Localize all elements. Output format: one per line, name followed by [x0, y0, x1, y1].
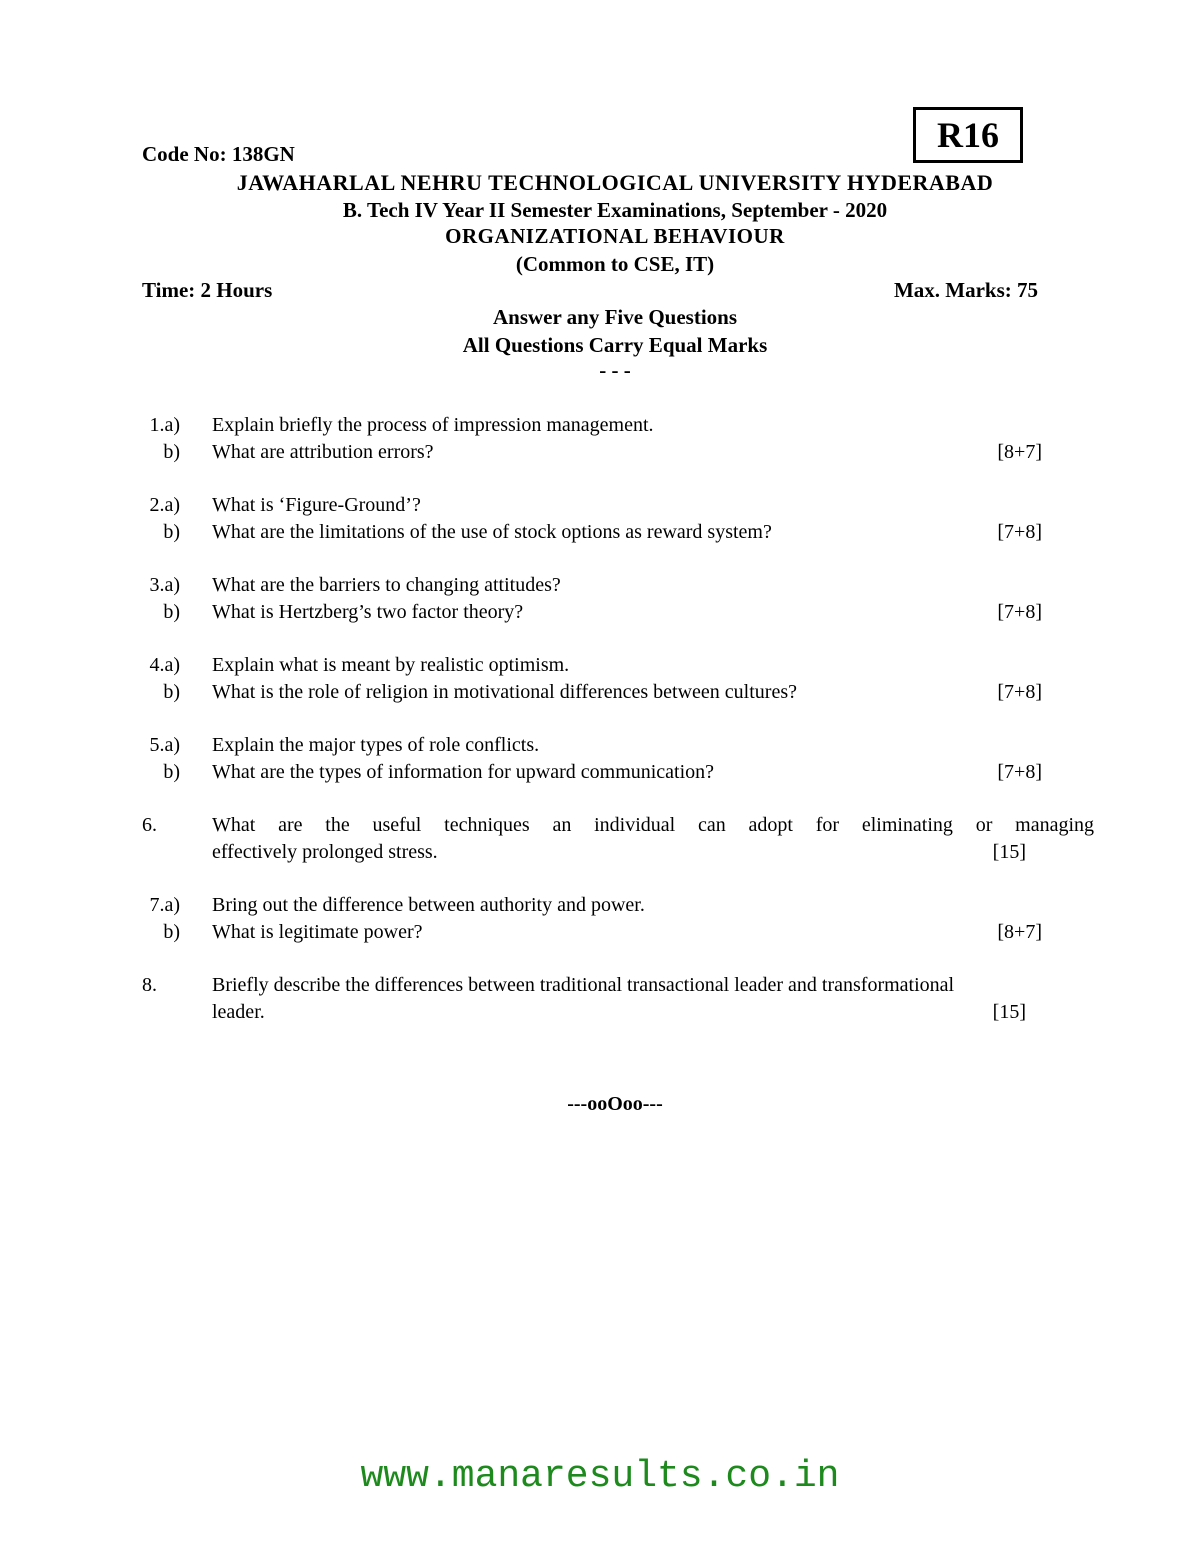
question-text: What are the barriers to changing attitudes? — [212, 574, 561, 596]
question-1 — [142, 412, 1094, 466]
question-text: What is the role of religion in motivational differences between cultures? — [212, 681, 797, 703]
question-marks: [8+7] — [997, 441, 1042, 463]
question-number: 1.a) — [149, 414, 180, 436]
question-number: b) — [163, 601, 180, 623]
question-marks: [8+7] — [997, 921, 1042, 943]
question-text: Bring out the difference between authority and power. — [212, 894, 645, 916]
question-number: 7.a) — [149, 894, 180, 916]
question-text: Explain briefly the process of impression management. — [212, 414, 654, 436]
question-marks: [15] — [992, 1001, 1026, 1023]
question-text: What are the types of information for upward communication? — [212, 761, 715, 783]
question-text: Briefly describe the differences between traditional transactional leader and transformational — [212, 974, 955, 996]
instruction-equal-marks: All Questions Carry Equal Marks — [462, 333, 768, 357]
end-of-paper-mark: ---ooOoo--- — [567, 1093, 663, 1115]
question-number: 3.a) — [149, 574, 180, 596]
question-number: b) — [163, 441, 180, 463]
question-number: b) — [163, 521, 180, 543]
exam-title: B. Tech IV Year II Semester Examinations, September - 2020 — [342, 198, 888, 222]
question-6 — [142, 812, 1094, 866]
question-marks: [7+8] — [997, 601, 1042, 623]
question-marks: [7+8] — [997, 521, 1042, 543]
exam-duration: Time: 2 Hours — [142, 278, 273, 302]
university-name: JAWAHARLAL NEHRU TECHNOLOGICAL UNIVERSITY HYDERABAD — [236, 170, 994, 195]
question-marks: [15] — [992, 841, 1026, 863]
question-2 — [142, 492, 1094, 546]
question-text-continued: effectively prolonged stress. — [212, 841, 438, 863]
question-number: 2.a) — [149, 494, 180, 516]
question-3 — [142, 572, 1094, 626]
regulation-badge: R16 — [913, 107, 1023, 163]
question-text: What is ‘Figure-Ground’? — [212, 494, 421, 516]
question-number: 8. — [142, 974, 157, 996]
code-number: Code No: 138GN — [142, 142, 295, 166]
question-number: 5.a) — [149, 734, 180, 756]
instruction-answer-five: Answer any Five Questions — [492, 305, 738, 329]
question-number: b) — [163, 921, 180, 943]
question-text: What are the limitations of the use of stock options as reward system? — [212, 521, 772, 543]
question-8 — [142, 972, 1094, 1026]
question-marks: [7+8] — [997, 681, 1042, 703]
subject-title: ORGANIZATIONAL BEHAVIOUR — [445, 224, 785, 248]
question-4 — [142, 652, 1094, 706]
max-marks: Max. Marks: 75 — [893, 278, 1038, 302]
question-number: b) — [163, 681, 180, 703]
question-text: What is Hertzberg’s two factor theory? — [212, 601, 524, 623]
question-text-continued: leader. — [212, 1001, 265, 1023]
question-text: What are the useful techniques an individual can adopt for eliminating or managing — [212, 814, 1094, 836]
question-number: b) — [163, 761, 180, 783]
question-5 — [142, 732, 1094, 786]
question-number: 4.a) — [149, 654, 180, 676]
common-to: (Common to CSE, IT) — [515, 252, 715, 276]
question-number: 6. — [142, 814, 157, 836]
question-text: Explain what is meant by realistic optimism. — [212, 654, 570, 676]
header-separator: - - - — [599, 358, 631, 382]
question-7 — [142, 892, 1094, 946]
question-marks: [7+8] — [997, 761, 1042, 783]
question-text: What is legitimate power? — [212, 921, 423, 943]
question-text: What are attribution errors? — [212, 441, 434, 463]
website-watermark: www.manaresults.co.in — [360, 1455, 840, 1498]
question-text: Explain the major types of role conflicts. — [212, 734, 540, 756]
question-list — [142, 412, 1094, 1052]
